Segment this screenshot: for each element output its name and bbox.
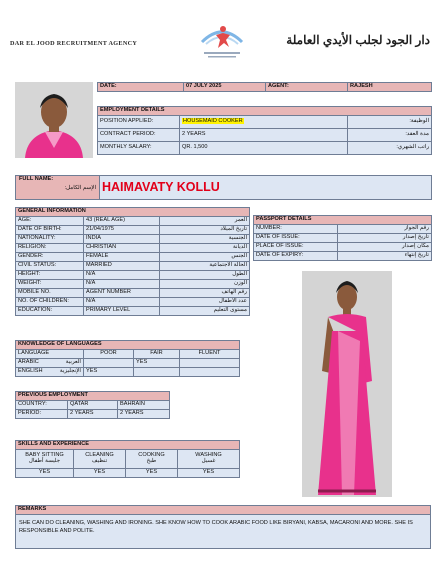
language-fluent: [180, 359, 240, 368]
full-name-label-ar: الإسم الكامل:: [64, 184, 96, 191]
full-name-label-cell: [16, 176, 100, 200]
passport-label-ar: تاريخ إنتهاء: [338, 252, 432, 261]
general-value: AGENT NUMBER: [84, 289, 160, 298]
employment-label: POSITION APPLIED:: [98, 116, 180, 129]
skill-value: YES: [74, 469, 126, 478]
general-label-ar: عدد الأطفال: [160, 298, 250, 307]
passport-title: PASSPORT DETAILS: [254, 216, 432, 225]
previous-period: 2 YEARS: [118, 410, 170, 419]
general-label-ar: العمر: [160, 217, 250, 226]
general-info-title: GENERAL INFORMATION: [16, 208, 250, 217]
candidate-photo-portrait: [15, 82, 93, 158]
previous-period: 2 YEARS: [68, 410, 118, 419]
passport-label: DATE OF ISSUE:: [254, 234, 338, 243]
languages-header: FLUENT: [180, 350, 240, 359]
passport-label-ar: رقم الجواز: [338, 225, 432, 234]
languages-table: [15, 340, 240, 377]
passport-table: [253, 215, 432, 261]
general-label-ar: الجنسية: [160, 235, 250, 244]
passport-label: PLACE OF ISSUE:: [254, 243, 338, 252]
employment-value: [180, 116, 348, 129]
skill-header-cell: [74, 450, 126, 469]
date-agent-table: [97, 82, 432, 92]
general-value: INDIA: [84, 235, 160, 244]
general-value: PRIMARY LEVEL: [84, 307, 160, 316]
employment-label-ar: راتب الشهري:: [348, 142, 432, 155]
skill-name: WASHING: [195, 452, 222, 459]
skill-value: YES: [16, 469, 74, 478]
language-poor: YES: [84, 368, 134, 377]
general-label-ar: تاريخ الميلاد: [160, 226, 250, 235]
general-value: 21/04/1975: [84, 226, 160, 235]
general-info-table: [15, 207, 250, 316]
remarks-table: [15, 505, 431, 549]
general-label: CIVIL STATUS:: [16, 262, 84, 271]
general-label: WEIGHT:: [16, 280, 84, 289]
general-label: RELIGION:: [16, 244, 84, 253]
language-fluent: [180, 368, 240, 377]
employment-label-ar: الوظيفة:: [348, 116, 432, 129]
general-label: NATIONALITY:: [16, 235, 84, 244]
general-label-ar: الجنس: [160, 253, 250, 262]
general-label-ar: الحالة الاجتماعية: [160, 262, 250, 271]
skill-value: YES: [178, 469, 240, 478]
skill-name-ar: طبخ: [146, 458, 157, 464]
passport-label: DATE OF EXPIRY:: [254, 252, 338, 261]
languages-header: POOR: [84, 350, 134, 359]
general-label: MOBILE NO.: [16, 289, 84, 298]
language-name: ARABIC: [18, 359, 39, 366]
language-name-ar: العربية: [65, 359, 81, 366]
full-name-label: FULL NAME:: [19, 176, 54, 182]
skills-title: SKILLS AND EXPERIENCE: [16, 441, 240, 450]
skill-value: YES: [126, 469, 178, 478]
skill-name: CLEANING: [85, 452, 114, 459]
languages-header: FAIR: [134, 350, 180, 359]
agency-logo: [196, 20, 248, 60]
language-name-cell: [16, 359, 84, 368]
full-name-table: [15, 175, 432, 200]
previous-period-label: PERIOD:: [16, 410, 68, 419]
passport-label-ar: مكان إصدار: [338, 243, 432, 252]
languages-header: LANGUAGE: [16, 350, 84, 359]
previous-employment-title: PREVIOUS EMPLOYMENT: [16, 392, 170, 401]
full-name-value: HAIMAVATY KOLLU: [102, 179, 220, 194]
general-label-ar: الديانة: [160, 244, 250, 253]
general-value: CHRISTIAN: [84, 244, 160, 253]
general-label: EDUCATION:: [16, 307, 84, 316]
date-value: 07 JULY 2025: [184, 83, 266, 92]
agency-name-en: DAR EL JOOD RECRUITMENT AGENCY: [10, 40, 138, 47]
remarks-title: REMARKS: [16, 506, 431, 515]
skill-name-ar: تنظيف: [91, 458, 108, 464]
general-value: N/A: [84, 271, 160, 280]
employment-label: CONTRACT PERIOD:: [98, 129, 180, 142]
general-label: NO. OF CHILDREN:: [16, 298, 84, 307]
date-label: DATE:: [98, 83, 184, 92]
general-value: N/A: [84, 280, 160, 289]
skill-name-ar: جليسة أطفال: [28, 458, 61, 464]
previous-country-label: COUNTRY:: [16, 401, 68, 410]
position-highlight: HOUSEMAID COOKER: [183, 118, 243, 125]
language-fair: YES: [134, 359, 180, 368]
general-label-ar: الطول: [160, 271, 250, 280]
general-label-ar: مستوى التعليم: [160, 307, 250, 316]
languages-title: KNOWLEDGE OF LANGUAGES: [16, 341, 240, 350]
employment-table: [97, 106, 432, 155]
general-label-ar: رقم الهاتف: [160, 289, 250, 298]
skills-table: [15, 440, 240, 478]
skill-name: COOKING: [138, 452, 165, 459]
general-value: FEMALE: [84, 253, 160, 262]
language-name: ENGLISH: [18, 368, 43, 375]
previous-country: QATAR: [68, 401, 118, 410]
general-label: AGE:: [16, 217, 84, 226]
skill-header-cell: [126, 450, 178, 469]
employment-title: EMPLOYMENT DETAILS: [98, 107, 432, 116]
candidate-photo-full-body: [302, 271, 392, 497]
skill-header-cell: [16, 450, 74, 469]
general-value: MARRIED: [84, 262, 160, 271]
passport-label-ar: تاريخ إصدار: [338, 234, 432, 243]
general-label: DATE OF BIRTH:: [16, 226, 84, 235]
agent-label: AGENT:: [266, 83, 348, 92]
skill-name-ar: غسيل: [201, 458, 216, 464]
general-value: N/A: [84, 298, 160, 307]
general-label-ar: الوزن: [160, 280, 250, 289]
agency-name-ar: دار الجود لجلب الأيدي العاملة: [286, 33, 430, 47]
language-fair: [134, 368, 180, 377]
general-label: GENDER:: [16, 253, 84, 262]
employment-value: QR. 1,500: [180, 142, 348, 155]
language-name-ar: الإنجليزية: [59, 368, 81, 375]
employment-value: 2 YEARS: [180, 129, 348, 142]
passport-label: NUMBER:: [254, 225, 338, 234]
skill-header-cell: [178, 450, 240, 469]
language-poor: [84, 359, 134, 368]
agent-value: RAJESH: [348, 83, 432, 92]
full-name-value-cell: [100, 176, 432, 200]
remarks-text: SHE CAN DO CLEANING, WASHING AND IRONING. SHE KNOW HOW TO COOK ARABIC FOOD LIKE BIRYANI, KABSA, MACARONI AND MORE. SHE IS RESPONSIBLE AND POLITE.: [16, 515, 431, 549]
language-name-cell: [16, 368, 84, 377]
employment-label: MONTHLY SALARY:: [98, 142, 180, 155]
employment-label-ar: مدة العقد:: [348, 129, 432, 142]
previous-employment-table: [15, 391, 170, 419]
previous-country: BAHRAIN: [118, 401, 170, 410]
general-value: 43 (REAL AGE): [84, 217, 160, 226]
general-label: HEIGHT:: [16, 271, 84, 280]
skill-name: BABY SITTING: [25, 452, 64, 459]
